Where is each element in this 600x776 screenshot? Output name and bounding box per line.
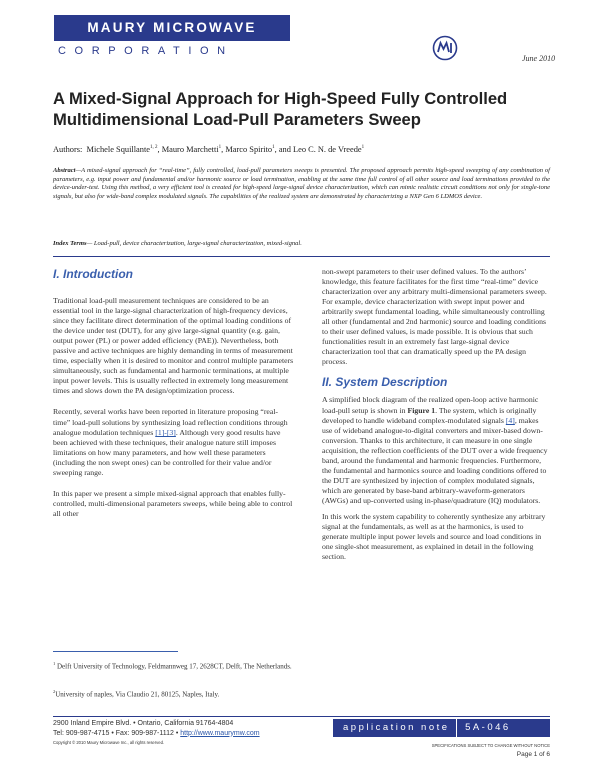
left-column bbox=[53, 267, 295, 519]
footer-address bbox=[53, 719, 260, 738]
author-3-sup: 1 bbox=[272, 145, 275, 151]
system-paragraph-1 bbox=[322, 395, 550, 506]
copyright: Copyright © 2010 Maury Microwave Inc., all rights reserved. bbox=[53, 740, 165, 745]
spec-notice: SPECIFICATIONS SUBJECT TO CHANGE WITHOUT NOTICE bbox=[431, 743, 550, 748]
footer-address-line-2 bbox=[53, 729, 260, 739]
intro-paragraph-2-text-a: Recently, several works have been reported in literature proposing “real-time” load-pull solutions by synthesizing load reflection conditions through analogue modulation techniques bbox=[53, 407, 288, 437]
footnote-divider bbox=[53, 651, 178, 652]
footnote-2-sup: 2 bbox=[53, 689, 56, 694]
intro-paragraph-3-continued: non-swept parameters to their user defined values. To the authors’ knowledge, this feature facilitates for the first time “real-time” device characterization over any arbitrary multi-dimensional parameters sweep. For example, device characterization with swept input power and arbitrarily swept fundamental loading, while simultaneously controlling all other (fundamental and 2nd harmonic) source and loading conditions to their user defined values, is made possible. It is obvious that such functionalities result in an extremely fast large-signal device characterization tool that can dramatically speed up the PA design process. bbox=[322, 267, 547, 367]
footnote-1-text: Delft University of Technology, Feldmannweg 17, 2628CT, Delft, The Netherlands. bbox=[55, 662, 292, 671]
abstract-label: Abstract bbox=[53, 167, 76, 174]
footnote-2 bbox=[53, 687, 293, 699]
intro-paragraph-3: In this paper we present a simple mixed-signal approach that enables fully-controlled, multi-dimensional parameters sweeps, while being able to control all other bbox=[53, 488, 293, 518]
footer-address-line-1: 2900 Inland Empire Blvd. • Ontario, California 91764-4804 bbox=[53, 720, 234, 727]
authors-line bbox=[53, 145, 553, 154]
system-paragraph-1-text-b: . The system, which is originally developed to handle wideband complex-modulated signals bbox=[322, 405, 537, 425]
author-2-sup: 1 bbox=[218, 145, 222, 151]
author-2: , Mauro Marchetti bbox=[157, 145, 219, 154]
intro-paragraph-2 bbox=[53, 407, 295, 477]
publication-date: June 2010 bbox=[522, 54, 556, 63]
divider bbox=[53, 256, 550, 257]
author-3: , Marco Spirito bbox=[221, 145, 273, 154]
right-column bbox=[322, 267, 550, 562]
section-heading-introduction: I. Introduction bbox=[53, 267, 133, 281]
page-title: A Mixed-Signal Approach for High-Speed Fully Controlled Multidimensional Load-Pull Parameters Sweep bbox=[53, 89, 508, 129]
banner-separator bbox=[456, 719, 458, 737]
company-logo-bar: MAURY MICROWAVE bbox=[54, 15, 290, 41]
footnote-2-text: University of naples, Via Claudio 21, 80125, Naples, Italy. bbox=[55, 690, 220, 699]
footnote-1-sup: 1 bbox=[53, 661, 56, 666]
authors-label: Authors: bbox=[53, 145, 83, 154]
app-note-label: application note bbox=[343, 722, 450, 733]
footnote-1 bbox=[53, 659, 293, 671]
maury-logo-icon bbox=[432, 35, 458, 61]
page-number: Page 1 of 6 bbox=[516, 751, 550, 758]
author-1-sup: 1, 2 bbox=[150, 145, 158, 151]
index-terms bbox=[53, 240, 550, 247]
author-1: Michele Squillante bbox=[86, 145, 150, 154]
abstract-text: —A mixed-signal approach for “real-time”, fully controlled, load-pull parameters sweeps is presented. The proposed approach permits high-speed sweeping of any combination of parameters, e.g. input power and fundamental and/or harmonic source or load termination, enabling at the same time full control of all other source and load terminations provided to the device-under-test. Using this method, a very efficient tool is created for high-speed large-signal device characterization, which can mimic realistic circuit conditions not only for single-tone signals, but also for wide-band complex modulated signals. The capabilities of the realized system are demonstrated by characterizing a NXP Gen 6 LDMOS device. bbox=[53, 167, 550, 200]
author-4-sup: 1 bbox=[361, 145, 365, 151]
system-paragraph-1-text-c: , makes use of wideband analogue-to-digital converters and mixer-based down-conversion. Thanks to this architecture, it can measure in one single acquisition, the reflection coefficients of the DUT over a wide frequency band, around the fundamental and harmonic frequencies. Furthermore, the fundamental and harmonics source and loading conditions offered to the DUT are synthesized by injection of complex modulated signals, which are generated by base-band arbitrary-waveform-generators (AWGs) and up-converted using in-phase/quadrature (IQ) modulators. bbox=[322, 415, 548, 505]
intro-paragraph-2-text-b: . Although very good results have been achieved with these techniques, their analogue nature still imposes limitations on how many parameters, and how well these parameters (including the non swept ones) can be controlled for their value and/or sweeping range. bbox=[53, 427, 281, 477]
author-4: , and Leo C. N. de Vreede bbox=[274, 145, 362, 154]
reference-link-4[interactable]: [4] bbox=[505, 415, 515, 425]
intro-paragraph-1: Traditional load-pull measurement techniques are considered to be an essential tool in the large-signal characterization of high-frequency devices, since they facilitate direct determination of the optimal loading conditions of the device under test (DUT), for any give large-signal quantity (e.g. gain, output power (PL) or power added efficiency (PAE)). Nevertheless, both passive and active techniques are highly demanding in terms of measurement time, especially when it is desired to monitor and control multiple parameters simultaneously, such as fundamental and harmonic terminations, at multiple input power levels. This is usually reflected in extremely long measurement times and slows down the PA design/optimization process. bbox=[53, 296, 294, 396]
system-paragraph-1-text-a: A simplified block diagram of the realized open-loop active harmonic load-pull setup is shown in bbox=[322, 395, 539, 415]
website-link[interactable]: http://www.maurymw.com bbox=[180, 729, 260, 737]
footer-divider bbox=[53, 716, 550, 717]
index-terms-label: Index Terms bbox=[53, 240, 87, 247]
section-heading-system-description: II. System Description bbox=[322, 375, 448, 390]
app-note-id: 5A-046 bbox=[465, 722, 511, 733]
index-terms-text: — Load-pull, device characterization, large-signal characterization, mixed-signal. bbox=[86, 240, 302, 247]
footer-contact: Tel: 909-987-4715 • Fax: 909-987-1112 • bbox=[53, 729, 181, 737]
application-note-banner bbox=[333, 719, 550, 737]
abstract bbox=[53, 167, 550, 201]
figure-1-reference: Figure 1 bbox=[407, 405, 436, 415]
reference-link-1-3[interactable]: [1]-[3] bbox=[155, 427, 176, 437]
system-paragraph-2: In this work the system capability to coherently synthesize any arbitrary signal at the fundamentals, as well as at the harmonics, is used to generate multiple input power levels and source and load conditions in one single-shot measurement, as explained in detail in the following section. bbox=[322, 511, 546, 562]
company-subtitle: CORPORATION bbox=[58, 45, 234, 57]
